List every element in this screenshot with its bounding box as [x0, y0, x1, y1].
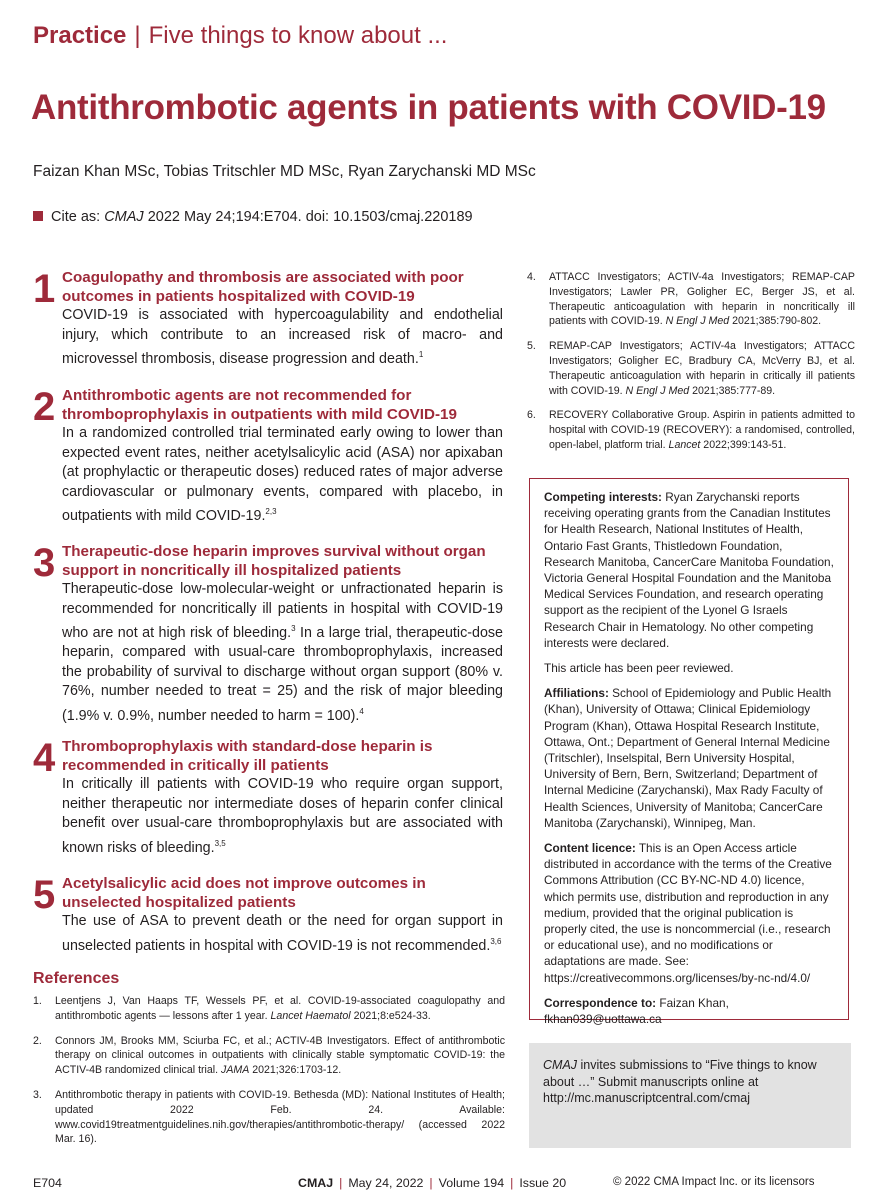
reference-text: RECOVERY Collaborative Group. Aspirin in patients admitted to hospital with COVID-19 (RECOVERY): a randomised, controlled, open-label, platform trial.	[549, 409, 855, 451]
footer-date: May 24, 2022	[348, 1176, 424, 1190]
citation-prefix: Cite as:	[51, 209, 105, 225]
point-5	[33, 874, 503, 956]
footer-separator: |	[510, 1176, 514, 1190]
point-body	[62, 580, 503, 726]
submission-invite-box	[529, 1043, 851, 1148]
point-body	[62, 775, 503, 858]
point-text: COVID-19 is associated with hypercoagulability and endothelial injury, which contribute to an increased risk of macro- and microvessel thrombosis, disease progression and death.	[62, 307, 503, 367]
reference-tail: 2021;326:1703-12.	[249, 1064, 342, 1077]
reference-list-right	[527, 270, 855, 463]
page-number: E704	[33, 1176, 62, 1190]
point-heading: Thromboprophylaxis with standard-dose heparin is recommended in critically ill patients	[62, 738, 433, 774]
point-4	[33, 737, 503, 858]
affiliations-text: School of Epidemiology and Public Health (Khan), University of Ottawa; Clinical Epidemiology Program (Khan), Ottawa Hospital Research Institute, Ottawa, Ont.; Department of General Internal Medicine (Tritschler), Inselspital, Bern University Hospital, University of Bern, Bern, Switzerland; Department of Internal Medicine (Zarychanski), Max Rady Faculty of Health Sciences, University of Manitoba; CancerCare Manitoba (Zarychanski), Winnipeg, Man.	[544, 686, 832, 830]
content-licence-text: This is an Open Access article distributed in accordance with the terms of the Creative Commons Attribution (CC BY-NC-ND 4.0) licence, which permits use, distribution and reproduction in any medium, provided that the original publication is properly cited, the use is noncommercial (i.e., research or educational use), and no modifications or adaptations are made. See: https://creativecommons.org/licenses/by-nc-nd/4.0/	[544, 841, 832, 985]
point-text: The use of ASA to prevent death or the need for organ support in unselected patients in hospital with COVID-19 is not recommended.	[62, 913, 503, 954]
point-text: In critically ill patients with COVID-19 who require organ support, neither therapeutic nor intermediate doses of heparin confer clinical benefit over usual-care thromboprophylaxis but are associated with known risks of bleeding.	[62, 776, 503, 856]
reference-item	[527, 408, 855, 452]
reference-tail: 2021;8:e524-33.	[350, 1009, 431, 1022]
section-kind: Practice	[33, 22, 127, 49]
reference-superscript: 4	[359, 706, 364, 716]
reference-number: 2.	[33, 1034, 42, 1047]
point-number: 3	[33, 541, 56, 585]
point-text: Therapeutic-dose low-molecular-weight or unfractionated heparin is recommended for noncritically ill patients in hospital with COVID-19 who are not at high risk of bleeding.	[62, 581, 503, 641]
reference-journal: Lancet	[668, 438, 701, 451]
reference-text: Connors JM, Brooks MM, Sciurba FC, et al.; ACTIV-4B Investigators. Effect of antithrombotic therapy on clinical outcomes in outpatients with clinically stable symptomatic COVID-19: the ACTIV-4B randomized clinical trial.	[55, 1034, 505, 1077]
citation-rest: 2022 May 24;194:E704. doi: 10.1503/cmaj.220189	[143, 209, 473, 225]
reference-text: ATTACC Investigators; ACTIV-4a Investigators; REMAP-CAP Investigators; Lawler PR, Goligher EC, Berger JS, et al. Therapeutic anticoagulation with heparin in noncritically ill patients with COVID-19.	[549, 271, 855, 328]
reference-journal: N Engl J Med	[665, 315, 730, 328]
point-number: 5	[33, 873, 56, 917]
reference-item	[33, 994, 505, 1024]
reference-tail: 2022;399:143-51.	[700, 438, 787, 451]
footer-issue-info	[298, 1176, 566, 1190]
reference-superscript: 2,3	[265, 507, 277, 516]
footer-issue: Issue 20	[519, 1176, 567, 1190]
point-2	[33, 386, 503, 526]
competing-interests	[544, 489, 834, 651]
point-text: In a randomized controlled trial terminated early owing to lower than expected event rates, neither acetylsalicylic acid (ASA) nor apixaban (at prophylactic or therapeutic doses) reduced rates of major adverse cardiovascular or pulmonary events, compared with placebo, in outpatients with mild COVID-19.	[62, 425, 503, 524]
point-heading: Antithrombotic agents are not recommended for thromboprophylaxis in outpatients with mild COVID-19	[62, 387, 457, 423]
footer-separator: |	[429, 1176, 433, 1190]
reference-list-left	[33, 994, 505, 1157]
reference-number: 1.	[33, 995, 42, 1007]
peer-review-note: This article has been peer reviewed.	[544, 661, 734, 676]
author-list: Faizan Khan MSc, Tobias Tritschler MD MSc, Ryan Zarychanski MD MSc	[33, 163, 536, 180]
point-text: In a large trial, therapeutic-dose heparin, compared with usual-care thromboprophylaxis, increased the probability of survival to discharge without organ support (80% v. 76%, number needed to treat = 25) and the risk of major bleeding (1.9% v. 0.9%, number needed to harm = 100).	[62, 624, 503, 724]
reference-text: Leentjens J, Van Haaps TF, Wessels PF, et al. COVID-19-associated coagulopathy and antithrombotic agents — lessons after 1 year.	[55, 995, 505, 1022]
point-3	[33, 542, 503, 726]
invite-text: invites submissions to “Five things to know about …” Submit manuscripts online at http://mc.manuscriptcentral.com/cmaj	[543, 1058, 817, 1105]
references-heading: References	[33, 970, 120, 987]
point-heading: Therapeutic-dose heparin improves survival without organ support in noncritically ill hospitalized patients	[62, 543, 486, 579]
reference-journal: JAMA	[221, 1064, 250, 1077]
footer-separator: |	[339, 1176, 343, 1190]
affiliations-label: Affiliations:	[544, 686, 609, 701]
point-number: 2	[33, 385, 56, 429]
point-body	[62, 912, 503, 956]
reference-number: 5.	[527, 340, 536, 353]
reference-item	[33, 1034, 505, 1078]
reference-text: Antithrombotic therapy in patients with COVID-19. Bethesda (MD): National Institutes of Health; updated 2022 Feb. 24. Available: www.covid19treatmentguidelines.nih.gov/therapies/antithrombotic-therapy/ (accessed 2022 Mar. 16).	[55, 1088, 505, 1146]
point-number: 1	[33, 267, 56, 311]
reference-item	[527, 339, 855, 398]
series-name: Five things to know about ...	[148, 22, 448, 49]
reference-item	[33, 1088, 505, 1147]
article-info-box	[529, 478, 849, 1027]
reference-text: REMAP-CAP Investigators; ACTIV-4a Investigators; ATTACC Investigators; Goligher EC, Bradbury CA, McVerry BJ, et al. Therapeutic anticoagulation with heparin in critically ill patients with COVID-19.	[549, 340, 855, 397]
correspondence-label: Correspondence to:	[544, 995, 657, 1010]
article-title: Antithrombotic agents in patients with COVID-19	[31, 88, 826, 127]
invite-journal: CMAJ	[543, 1058, 578, 1072]
reference-number: 4.	[527, 271, 536, 283]
reference-number: 6.	[527, 409, 536, 422]
reference-journal: Lancet Haematol	[270, 1009, 351, 1022]
section-separator: |	[134, 22, 141, 49]
content-licence	[544, 840, 834, 986]
point-1	[33, 268, 503, 369]
competing-interests-label: Competing interests:	[544, 490, 662, 504]
point-heading: Acetylsalicylic acid does not improve outcomes in unselected hospitalized patients	[62, 875, 426, 911]
correspondence-text: Faizan Khan, fkhan039@uottawa.ca	[544, 995, 729, 1027]
footer-journal: CMAJ	[298, 1176, 334, 1190]
content-licence-label: Content licence:	[544, 841, 636, 856]
point-body	[62, 424, 503, 526]
bullet-square-icon	[33, 211, 43, 221]
footer-volume: Volume 194	[438, 1176, 505, 1190]
footer-copyright: © 2022 CMA Impact Inc. or its licensors	[613, 1176, 815, 1188]
point-heading: Coagulopathy and thrombosis are associated with poor outcomes in patients hospitalized with COVID-19	[62, 269, 464, 305]
correspondence	[544, 995, 834, 1027]
reference-tail: 2021;385:790-802.	[729, 315, 822, 328]
affiliations	[544, 685, 834, 831]
point-number: 4	[33, 736, 56, 780]
reference-number: 3.	[33, 1088, 42, 1101]
competing-interests-text: Ryan Zarychanski reports receiving operating grants from the Canadian Institutes for Health Research, National Institutes of Health, Ontario Fast Grants, Thistledown Foundation, Research Manitoba, CancerCare Manitoba Foundation, Victoria General Hospital Foundation and the Manitoba Medical Services Foundation, and research operating support as the recipient of the Lyonel G Israels Research Chair in Hematology. No other competing interests were declared.	[544, 490, 834, 650]
reference-superscript: 3,6	[490, 936, 502, 946]
point-body	[62, 306, 503, 369]
reference-superscript: 3	[291, 624, 296, 633]
reference-journal: N Engl J Med	[625, 384, 690, 397]
reference-superscript: 3,5	[214, 838, 226, 848]
reference-item	[527, 270, 855, 329]
section-tag	[33, 22, 447, 50]
reference-superscript: 1	[418, 350, 424, 359]
citation-journal: CMAJ	[104, 209, 144, 225]
reference-tail: 2021;385:777-89.	[689, 384, 776, 397]
citation-line	[33, 209, 473, 225]
